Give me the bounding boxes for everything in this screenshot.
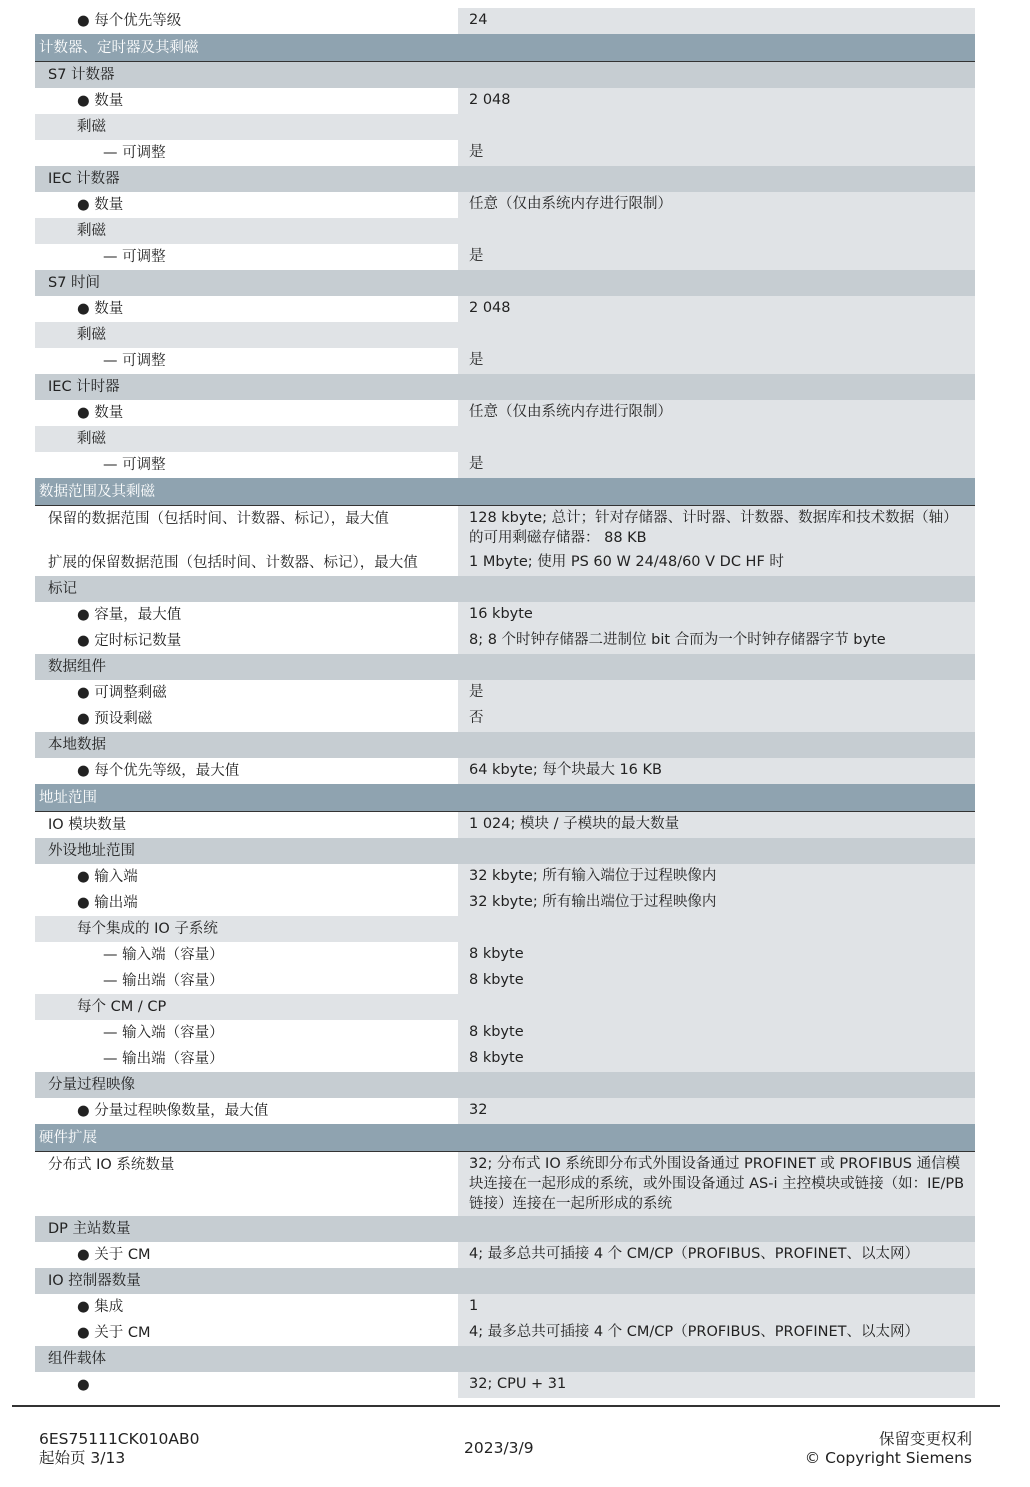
spec-value: 是 <box>458 348 975 374</box>
section-title: 地址范围 <box>39 790 97 806</box>
spec-value: 任意（仅由系统内存进行限制） <box>458 400 975 426</box>
spec-label: ● 数量 <box>35 400 455 426</box>
spec-label: ● 每个优先等级 <box>35 8 455 34</box>
group-label: S7 计数器 <box>35 62 975 88</box>
spec-label: — 输出端（容量） <box>35 968 455 994</box>
group-label: 组件载体 <box>35 1346 975 1372</box>
spec-value: 64 kbyte; 每个块最大 16 KB <box>458 758 975 784</box>
spec-value: 是 <box>458 452 975 478</box>
spec-label: ● 定时标记数量 <box>35 628 455 654</box>
spec-value: 1 024; 模块 / 子模块的最大数量 <box>458 812 975 838</box>
spec-value: 任意（仅由系统内存进行限制） <box>458 192 975 218</box>
spec-label: ● <box>35 1372 455 1398</box>
spec-value: 4; 最多总共可插接 4 个 CM/CP（PROFIBUS、PROFINET、以太网） <box>458 1242 975 1268</box>
section-title: 计数器、定时器及其剩磁 <box>39 40 199 56</box>
group-label: IEC 计数器 <box>35 166 975 192</box>
spec-value: 1 Mbyte; 使用 PS 60 W 24/48/60 V DC HF 时 <box>458 550 975 576</box>
subgroup-row <box>35 426 975 452</box>
group-row <box>35 838 975 864</box>
spec-row <box>35 400 975 426</box>
spec-label: ● 预设剩磁 <box>35 706 455 732</box>
spec-value: 是 <box>458 140 975 166</box>
spec-value: 8 kbyte <box>458 968 975 994</box>
spec-row <box>35 1294 975 1320</box>
spec-value: 32 <box>458 1098 975 1124</box>
spec-label: 剩磁 <box>35 218 455 244</box>
group-label: 外设地址范围 <box>35 838 975 864</box>
footer-left <box>39 1430 199 1468</box>
spec-table <box>35 8 975 1398</box>
spec-value <box>458 916 975 942</box>
page-indicator: 起始页 3/13 <box>39 1449 126 1467</box>
spec-label: 扩展的保留数据范围（包括时间、计数器、标记），最大值 <box>35 550 455 576</box>
spec-row <box>35 942 975 968</box>
spec-label: — 可调整 <box>35 244 455 270</box>
group-label: IO 控制器数量 <box>35 1268 975 1294</box>
subgroup-row <box>35 218 975 244</box>
group-label: 本地数据 <box>35 732 975 758</box>
spec-row <box>35 890 975 916</box>
spec-label: ● 数量 <box>35 192 455 218</box>
footer-divider <box>12 1405 1000 1407</box>
spec-label: 剩磁 <box>35 322 455 348</box>
subgroup-row <box>35 916 975 942</box>
spec-row <box>35 1242 975 1268</box>
group-row <box>35 576 975 602</box>
spec-value: 2 048 <box>458 88 975 114</box>
spec-label: ● 输入端 <box>35 864 455 890</box>
spec-row <box>35 140 975 166</box>
spec-label: 每个 CM / CP <box>35 994 455 1020</box>
spec-row <box>35 602 975 628</box>
spec-label: ● 每个优先等级，最大值 <box>35 758 455 784</box>
group-label: S7 时间 <box>35 270 975 296</box>
spec-row <box>35 296 975 322</box>
spec-row <box>35 1046 975 1072</box>
group-row <box>35 374 975 400</box>
group-row <box>35 1268 975 1294</box>
group-row <box>35 270 975 296</box>
spec-row <box>35 452 975 478</box>
spec-label: ● 集成 <box>35 1294 455 1320</box>
spec-value: 8 kbyte <box>458 942 975 968</box>
spec-label: — 输入端（容量） <box>35 942 455 968</box>
section-header <box>35 1124 975 1152</box>
spec-row <box>35 192 975 218</box>
group-row <box>35 1072 975 1098</box>
spec-row <box>35 706 975 732</box>
subgroup-row <box>35 322 975 348</box>
spec-row <box>35 88 975 114</box>
spec-row <box>35 244 975 270</box>
spec-value: 是 <box>458 680 975 706</box>
spec-row <box>35 812 975 838</box>
spec-label: 保留的数据范围（包括时间、计数器、标记），最大值 <box>35 506 455 550</box>
order-number: 6ES75111CK010AB0 <box>39 1430 200 1448</box>
spec-value: 1 <box>458 1294 975 1320</box>
spec-row <box>35 550 975 576</box>
subgroup-row <box>35 994 975 1020</box>
spec-row <box>35 1320 975 1346</box>
spec-label: — 输入端（容量） <box>35 1020 455 1046</box>
spec-value: 32 kbyte; 所有输入端位于过程映像内 <box>458 864 975 890</box>
spec-label: ● 关于 CM <box>35 1320 455 1346</box>
footer-right <box>805 1430 972 1468</box>
copyright-notice: © Copyright Siemens <box>804 1449 972 1467</box>
section-header <box>35 784 975 812</box>
spec-value: 32; CPU + 31 <box>458 1372 975 1398</box>
spec-row <box>35 348 975 374</box>
rights-notice: 保留变更权利 <box>878 1430 972 1448</box>
group-row <box>35 654 975 680</box>
group-label: 标记 <box>35 576 975 602</box>
spec-label: — 可调整 <box>35 140 455 166</box>
spec-label: — 输出端（容量） <box>35 1046 455 1072</box>
spec-row <box>35 506 975 550</box>
spec-label: IO 模块数量 <box>35 812 455 838</box>
spec-label: ● 数量 <box>35 296 455 322</box>
group-label: IEC 计时器 <box>35 374 975 400</box>
group-label: 数据组件 <box>35 654 975 680</box>
spec-value <box>458 114 975 140</box>
spec-value <box>458 218 975 244</box>
section-title: 硬件扩展 <box>39 1130 97 1146</box>
spec-value <box>458 994 975 1020</box>
spec-value: 24 <box>458 8 975 34</box>
spec-value: 2 048 <box>458 296 975 322</box>
section-title: 数据范围及其剩磁 <box>39 484 155 500</box>
spec-row <box>35 1020 975 1046</box>
spec-value <box>458 426 975 452</box>
spec-row <box>35 1152 975 1216</box>
group-row <box>35 166 975 192</box>
spec-label: 每个集成的 IO 子系统 <box>35 916 455 942</box>
spec-label: ● 数量 <box>35 88 455 114</box>
spec-value: 4; 最多总共可插接 4 个 CM/CP（PROFIBUS、PROFINET、以太网） <box>458 1320 975 1346</box>
spec-row <box>35 8 975 34</box>
spec-row <box>35 864 975 890</box>
spec-label: ● 关于 CM <box>35 1242 455 1268</box>
spec-label: ● 容量，最大值 <box>35 602 455 628</box>
spec-label: 剩磁 <box>35 114 455 140</box>
spec-value: 128 kbyte; 总计；针对存储器、计时器、计数器、数据库和技术数据（轴）的可用剩磁存储器： 88 KB <box>458 506 975 550</box>
spec-value: 32 kbyte; 所有输出端位于过程映像内 <box>458 890 975 916</box>
spec-value <box>458 322 975 348</box>
group-label: DP 主站数量 <box>35 1216 975 1242</box>
spec-label: ● 分量过程映像数量，最大值 <box>35 1098 455 1124</box>
spec-value: 32; 分布式 IO 系统即分布式外围设备通过 PROFINET 或 PROFIBUS 通信模块连接在一起形成的系统，或外围设备通过 AS-i 主控模块或链接（如：IE/PB 链接）连接在一起所形成的系统 <box>458 1152 975 1216</box>
spec-value: 8 kbyte <box>458 1046 975 1072</box>
group-row <box>35 732 975 758</box>
spec-row <box>35 968 975 994</box>
spec-row <box>35 1372 975 1398</box>
section-header <box>35 478 975 506</box>
section-header <box>35 34 975 62</box>
group-row <box>35 1216 975 1242</box>
spec-label: ● 可调整剩磁 <box>35 680 455 706</box>
spec-label: ● 输出端 <box>35 890 455 916</box>
spec-row <box>35 1098 975 1124</box>
spec-value: 否 <box>458 706 975 732</box>
spec-row <box>35 680 975 706</box>
spec-value: 8; 8 个时钟存储器二进制位 bit 合而为一个时钟存储器字节 byte <box>458 628 975 654</box>
footer-date: 2023/3/9 <box>464 1439 534 1457</box>
spec-row <box>35 758 975 784</box>
spec-label: 分布式 IO 系统数量 <box>35 1152 455 1216</box>
subgroup-row <box>35 114 975 140</box>
spec-value: 8 kbyte <box>458 1020 975 1046</box>
spec-value: 是 <box>458 244 975 270</box>
spec-value: 16 kbyte <box>458 602 975 628</box>
spec-row <box>35 628 975 654</box>
spec-label: — 可调整 <box>35 348 455 374</box>
spec-label: — 可调整 <box>35 452 455 478</box>
spec-label: 剩磁 <box>35 426 455 452</box>
group-row <box>35 62 975 88</box>
group-row <box>35 1346 975 1372</box>
group-label: 分量过程映像 <box>35 1072 975 1098</box>
